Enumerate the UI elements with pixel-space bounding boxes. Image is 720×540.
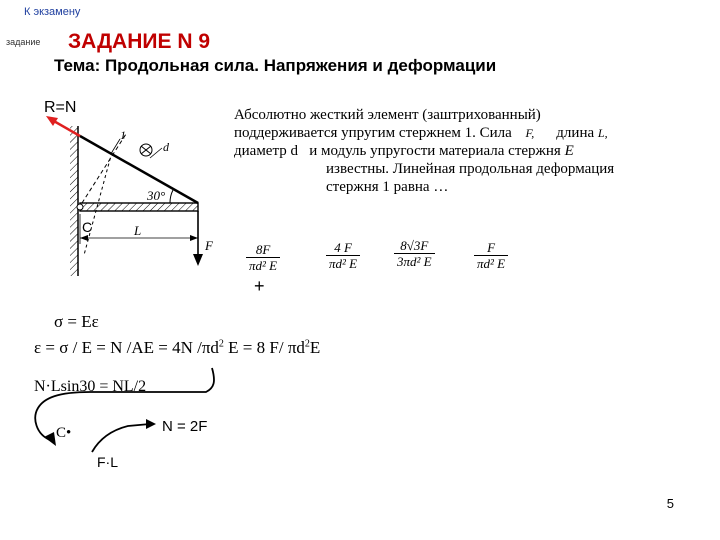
problem-line-2: поддерживается упругим стержнем 1. Сила F, длина L, — [234, 125, 608, 141]
strain-formula: ε = σ / E = N /AE = 4N $/\pi d^2$ E = 8 F/ $\pi d^2E$ — [34, 338, 321, 357]
point-c-label: C — [82, 219, 93, 235]
correct-answer-mark: + — [254, 276, 265, 296]
force-label: F — [205, 238, 213, 253]
force-result: N = 2F — [162, 418, 208, 435]
problem-line-3: диаметр d и модуль упругости материала стержня E — [234, 143, 574, 159]
moment-equation: N·Lsin30 = NL/2 — [34, 378, 147, 395]
problem-line-1: Абсолютно жесткий элемент (заштрихованный) — [234, 107, 541, 123]
answer-option-3[interactable]: $\frac{8√3F}{\text{3πd² E}}$ — [394, 238, 435, 269]
answer-option-4[interactable]: $\frac{F}{\text{πd² E}}$ — [474, 240, 508, 271]
task-topic: Тема: Продольная сила. Напряжения и деформации — [54, 56, 497, 75]
moment-fl-label: F·L — [97, 454, 118, 470]
reaction-label: R=N — [44, 99, 77, 116]
page-number: 5 — [666, 496, 674, 511]
diameter-label: d — [163, 140, 169, 154]
back-to-exam-link[interactable]: К экзамену — [24, 6, 81, 18]
sigma-formula: σ = Eε — [54, 312, 99, 331]
angle-label: 30° — [147, 188, 166, 203]
answer-option-1[interactable]: $\frac{8F}{\text{πd² E}}$ — [246, 242, 280, 273]
answer-option-2[interactable]: $\frac{4 F}{\text{πd² E}}$ — [326, 240, 360, 271]
problem-statement — [234, 106, 614, 196]
dashed-line-1 — [82, 134, 126, 203]
problem-line-4: известны. Линейная продольная деформация — [326, 161, 615, 177]
length-label: L — [134, 223, 142, 238]
moment-point-c: C• — [56, 425, 72, 441]
rod-label-leader — [112, 139, 120, 152]
side-label: задание — [6, 37, 41, 47]
result-arrow — [92, 424, 150, 452]
hinge-c — [77, 204, 83, 210]
rod-number-label: 1 — [120, 128, 126, 142]
task-title: ЗАДАНИЕ N 9 — [68, 30, 211, 53]
wall-hatching — [70, 126, 78, 276]
angle-arc — [170, 190, 173, 203]
elastic-rod — [80, 136, 198, 203]
problem-line-5: стержня 1 равна … — [326, 179, 449, 195]
